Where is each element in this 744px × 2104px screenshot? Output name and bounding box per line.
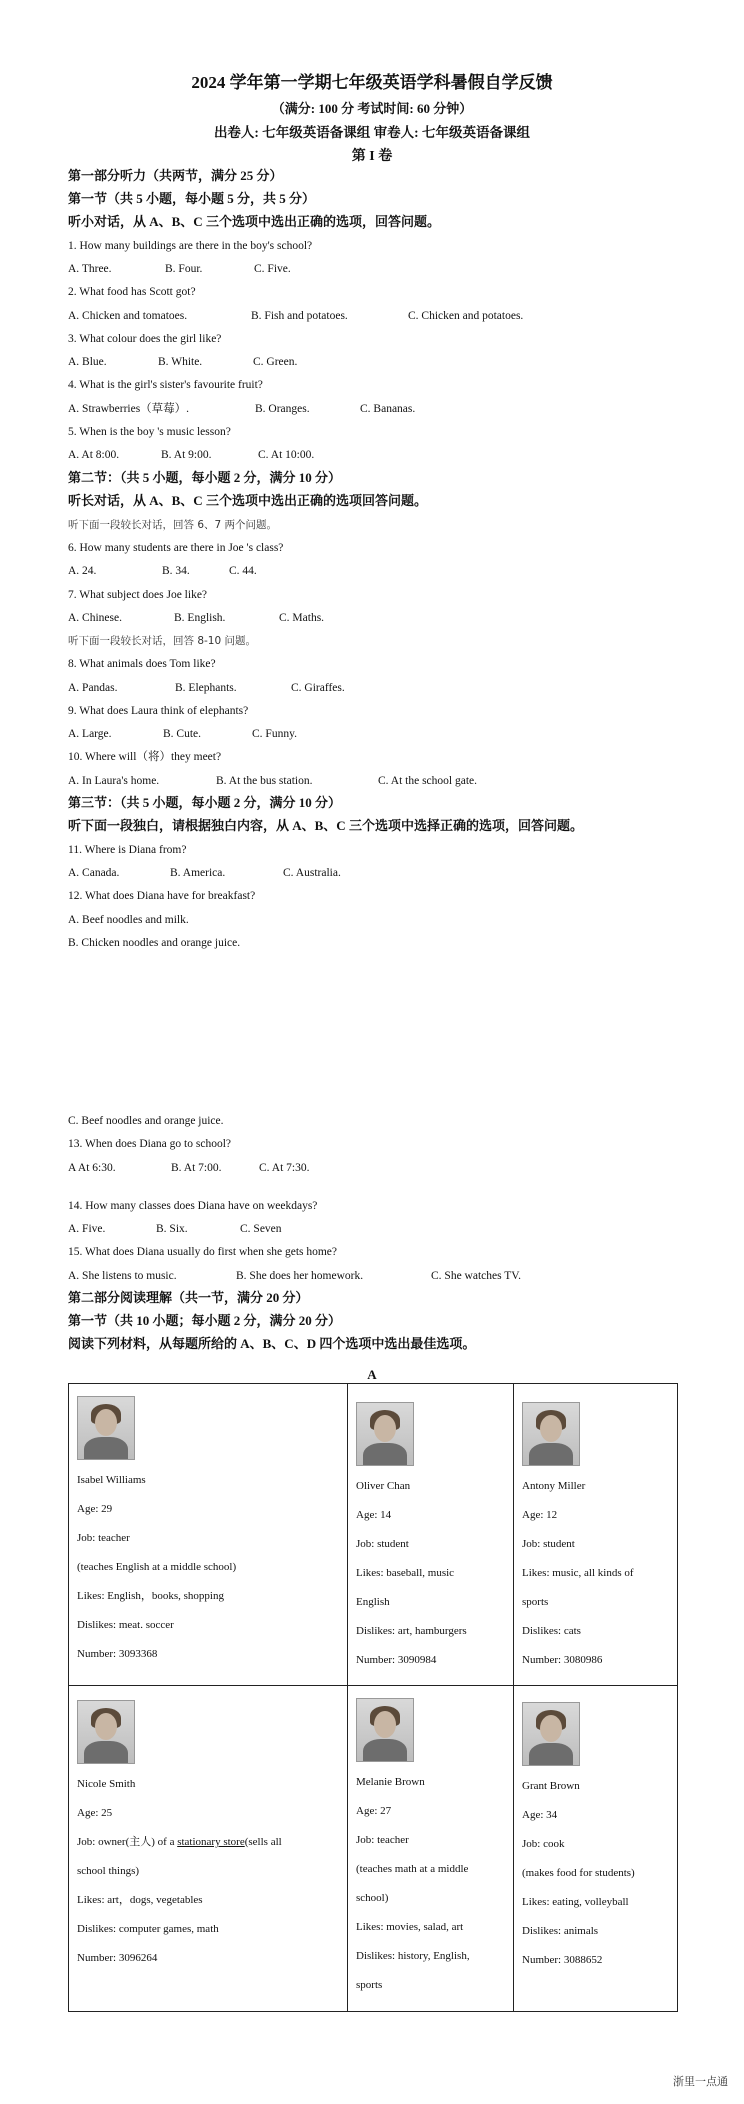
profile-age: Age: 27 [356,1805,392,1817]
option: B. Six. [156,1223,188,1235]
question-12: 12. What does Diana have for breakfast? [68,890,256,902]
portrait-photo [522,1702,580,1766]
profile-card [69,1686,348,2012]
option: A. Chinese. [68,612,122,624]
option: A. Canada. [68,867,120,879]
option: B. English. [174,612,226,624]
profiles-table [68,1383,678,2012]
profile-card [514,1384,678,1686]
question-15: 15. What does Diana usually do first when she gets home? [68,1246,338,1258]
profile-dislikes: Dislikes: meat. soccer [77,1619,174,1631]
profile-job-detail: (teaches English at a middle school) [77,1561,237,1573]
profile-card [348,1384,514,1686]
profile-likes: Likes: art，dogs, vegetables [77,1894,203,1906]
option: B. At the bus station. [216,775,313,787]
option: C. Five. [254,263,291,275]
profile-number: Number: 3093368 [77,1648,158,1660]
question-2: 2. What food has Scott got? [68,286,196,298]
part2-instruction: 阅读下列材料，从每题所给的 A、B、C、D 四个选项中选出最佳选项。 [68,1336,476,1351]
profile-card [69,1384,348,1686]
profile-age: Age: 29 [77,1503,113,1515]
option: B. She does her homework. [236,1270,364,1282]
option: C. At 7:30. [259,1162,310,1174]
part1-section3-heading: 第三节：（共 5 小题，每小题 2 分，满分 10 分） [68,795,342,810]
option: B. Fish and potatoes. [251,310,348,322]
option: B. America. [170,867,226,879]
profile-job-detail-cont: school) [356,1892,389,1904]
profile-job: Job: student [356,1538,409,1550]
profile-number: Number: 3090984 [356,1654,437,1666]
profile-number: Number: 3088652 [522,1954,603,1966]
option: A. Large. [68,728,112,740]
portrait-photo [77,1700,135,1764]
part1-section1-heading: 第一节（共 5 小题，每小题 5 分，共 5 分） [68,191,316,206]
passage-label: A [367,1367,377,1382]
profile-likes: Likes: eating, volleyball [522,1896,629,1908]
profile-name: Grant Brown [522,1780,580,1792]
option: A At 6:30. [68,1162,116,1174]
profile-dislikes-cont: sports [356,1979,383,1991]
option: C. Seven [240,1223,282,1235]
option: C. 44. [229,565,257,577]
profile-age: Age: 34 [522,1809,558,1821]
option: C. At 10:00. [258,449,315,461]
question-10: 10. Where will（将）they meet? [68,751,222,763]
question-5: 5. When is the boy 's music lesson? [68,426,231,438]
profile-card [348,1686,514,2012]
profile-job: Job: teacher [356,1834,409,1846]
question-12-option-b: B. Chicken noodles and orange juice. [68,937,241,949]
exam-subtitle: （满分: 100 分 考试时间: 60 分钟） [271,101,473,116]
option: A. Chicken and tomatoes. [68,310,188,322]
listening-note: 听下面一段较长对话，回答 6、7 两个问题。 [68,519,278,531]
option: B. Cute. [163,728,202,740]
option: A. 24. [68,565,97,577]
profile-dislikes: Dislikes: computer games, math [77,1923,219,1935]
profile-likes-cont: English [356,1596,390,1608]
question-6: 6. How many students are there in Joe 's class? [68,542,284,554]
profile-likes: Likes: baseball, music [356,1567,455,1579]
option: B. 34. [162,565,190,577]
option: A. She listens to music. [68,1270,177,1282]
option: B. White. [158,356,203,368]
profile-likes: Likes: music, all kinds of [522,1567,634,1579]
profile-name: Nicole Smith [77,1778,136,1790]
option: A. Strawberries（草莓）. [68,403,190,415]
profile-number: Number: 3080986 [522,1654,603,1666]
portrait-photo [77,1396,135,1460]
question-12-option-c: C. Beef noodles and orange juice. [68,1115,224,1127]
option: C. Australia. [283,867,341,879]
exam-title: 2024 学年第一学期七年级英语学科暑假自学反馈 [191,73,553,92]
option: A. Blue. [68,356,107,368]
question-1: 1. How many buildings are there in the boy's school? [68,240,313,252]
option: C. Giraffes. [291,682,345,694]
option: C. Green. [253,356,298,368]
question-12-option-a: A. Beef noodles and milk. [68,914,189,926]
option: C. Maths. [279,612,325,624]
profile-likes: Likes: English，books, shopping [77,1590,224,1602]
question-7: 7. What subject does Joe like? [68,589,208,601]
part1-section2-heading: 第二节：（共 5 小题，每小题 2 分，满分 10 分） [68,470,342,485]
option: C. Bananas. [360,403,416,415]
profile-name: Melanie Brown [356,1776,425,1788]
profile-age: Age: 12 [522,1509,558,1521]
part1-heading: 第一部分听力（共两节，满分 25 分） [68,168,283,183]
profile-dislikes: Dislikes: animals [522,1925,599,1937]
profile-name: Oliver Chan [356,1480,411,1492]
option: A. In Laura's home. [68,775,160,787]
option: C. She watches TV. [431,1270,521,1282]
option: A. At 8:00. [68,449,120,461]
portrait-photo [356,1402,414,1466]
profile-name: Antony Miller [522,1480,586,1492]
option: A. Five. [68,1223,106,1235]
profile-dislikes: Dislikes: history, English, [356,1950,470,1962]
question-4: 4. What is the girl's sister's favourite fruit? [68,379,263,391]
profile-job-cont: school things) [77,1865,140,1877]
part2-section1-heading: 第一节（共 10 小题；每小题 2 分，满分 20 分） [68,1313,342,1328]
option: C. Funny. [252,728,297,740]
profile-name: Isabel Williams [77,1474,146,1486]
option: B. At 9:00. [161,449,212,461]
part1-section1-instruction: 听小对话，从 A、B、C 三个选项中选出正确的选项，回答问题。 [68,214,440,229]
question-11: 11. Where is Diana from? [68,844,187,856]
option: B. Oranges. [255,403,310,415]
profile-age: Age: 14 [356,1509,392,1521]
profile-job: Job: owner(主人) of a stationary store(sells all [77,1836,282,1848]
profile-job: Job: teacher [77,1532,130,1544]
part1-section3-instruction: 听下面一段独白，请根据独白内容，从 A、B、C 三个选项中选择正确的选项，回答问题。 [68,818,583,833]
question-14: 14. How many classes does Diana have on weekdays? [68,1200,318,1212]
footer-watermark: 浙里一点通 [673,2075,728,2088]
profile-job-detail: (makes food for students) [522,1867,635,1879]
profile-job-detail: (teaches math at a middle [356,1863,469,1875]
profile-number: Number: 3096264 [77,1952,158,1964]
option: C. At the school gate. [378,775,478,787]
listening-note: 听下面一段较长对话，回答 8-10 问题。 [68,635,257,647]
option: A. Three. [68,263,112,275]
profile-dislikes: Dislikes: cats [522,1625,581,1637]
question-13: 13. When does Diana go to school? [68,1138,231,1150]
profile-age: Age: 25 [77,1807,113,1819]
profile-job: Job: cook [522,1838,565,1850]
profile-dislikes: Dislikes: art, hamburgers [356,1625,467,1637]
question-8: 8. What animals does Tom like? [68,658,216,670]
profile-card [514,1686,678,2012]
volume-label: 第 I 卷 [351,149,393,164]
option: B. At 7:00. [171,1162,222,1174]
option: B. Elephants. [175,682,237,694]
option: C. Chicken and potatoes. [408,310,524,322]
profile-job: Job: student [522,1538,575,1550]
question-3: 3. What colour does the girl like? [68,333,222,345]
profile-likes-cont: sports [522,1596,549,1608]
profile-likes: Likes: movies, salad, art [356,1921,464,1933]
portrait-photo [356,1698,414,1762]
question-9: 9. What does Laura think of elephants? [68,705,249,717]
exam-authors: 出卷人: 七年级英语备课组 审卷人: 七年级英语备课组 [213,125,531,140]
option: A. Pandas. [68,682,118,694]
part2-heading: 第二部分阅读理解（共一节，满分 20 分） [68,1290,309,1305]
option: B. Four. [165,263,203,275]
portrait-photo [522,1402,580,1466]
part1-section2-instruction: 听长对话，从 A、B、C 三个选项中选出正确的选项回答问题。 [68,493,427,508]
